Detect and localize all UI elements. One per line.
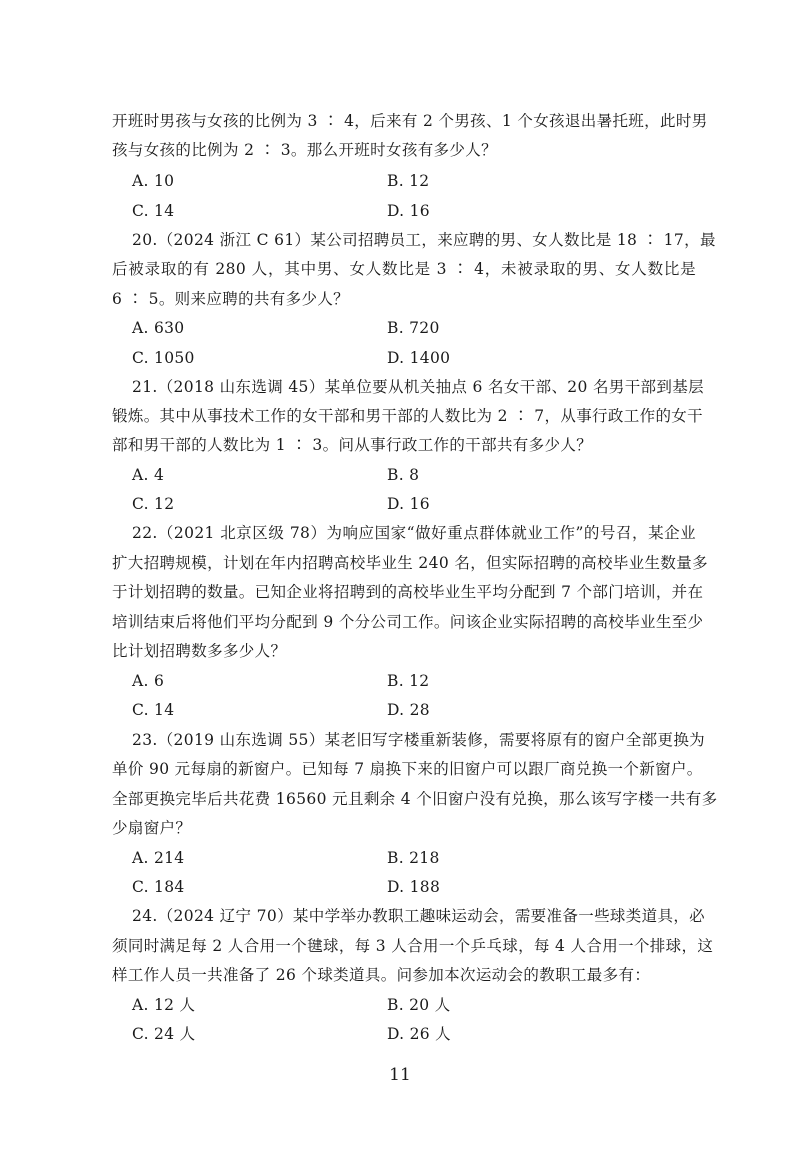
problem-19-line-1: 开班时男孩与女孩的比例为 3 ∶ 4，后来有 2 个男孩、1 个女孩退出暑托班，此时男: [112, 112, 708, 130]
problem-20-line-3: 6 ∶ 5。则来应聘的共有多少人？: [112, 290, 350, 308]
problem-23-line-3: 全部更换完毕后共花费 16560 元且剩余 4 个旧窗户没有兑换，那么该写字楼一共有多: [112, 790, 718, 808]
option-23-c: C. 184: [132, 878, 185, 896]
problem-20-line-2: 后被录取的有 280 人，其中男、女人数比是 3 ∶ 4，未被录取的男、女人数比是: [112, 260, 696, 278]
option-19-a: A. 10: [132, 172, 175, 190]
option-21-c: C. 12: [132, 495, 175, 513]
option-20-d: D. 1400: [387, 349, 451, 367]
option-23-a: A. 214: [132, 849, 185, 867]
option-19-d: D. 16: [387, 202, 430, 220]
problem-20-line-1: 20.（2024 浙江 C 61）某公司招聘员工，来应聘的男、女人数比是 18 ∶ 17，最: [132, 231, 716, 249]
option-24-c: C. 24 人: [132, 1025, 196, 1043]
problem-21-line-2: 锻炼。其中从事技术工作的女干部和男干部的人数比为 2 ∶ 7，从事行政工作的女干: [112, 407, 704, 425]
option-22-d: D. 28: [387, 701, 430, 719]
option-24-a: A. 12 人: [132, 996, 196, 1014]
option-20-b: B. 720: [387, 319, 440, 337]
problem-22-line-4: 培训结束后将他们平均分配到 9 个分公司工作。问该企业实际招聘的高校毕业生至少: [112, 613, 704, 631]
option-24-b: B. 20 人: [387, 996, 451, 1014]
option-22-c: C. 14: [132, 701, 175, 719]
option-20-c: C. 1050: [132, 349, 195, 367]
option-23-d: D. 188: [387, 878, 441, 896]
problem-24-line-2: 须同时满足每 2 人合用一个毽球，每 3 人合用一个乒乓球，每 4 人合用一个排球，这: [112, 937, 714, 955]
problem-22-line-3: 于计划招聘的数量。已知企业将招聘到的高校毕业生平均分配到 7 个部门培训，并在: [112, 583, 704, 601]
option-21-d: D. 16: [387, 495, 430, 513]
page-number: 11: [389, 1065, 411, 1085]
problem-23-line-1: 23.（2019 山东选调 55）某老旧写字楼重新装修，需要将原有的窗户全部更换为: [132, 731, 706, 749]
problem-23-line-2: 单价 90 元每扇的新窗户。已知每 7 扇换下来的旧窗户可以跟厂商兑换一个新窗户。: [112, 760, 703, 778]
option-22-b: B. 12: [387, 672, 430, 690]
problem-22-line-2: 扩大招聘规模，计划在年内招聘高校毕业生 240 名，但实际招聘的高校毕业生数量多: [112, 554, 708, 572]
problem-21-line-1: 21.（2018 山东选调 45）某单位要从机关抽点 6 名女干部、20 名男干部到基层: [132, 378, 704, 396]
option-23-b: B. 218: [387, 849, 440, 867]
problem-19-line-2: 孩与女孩的比例为 2 ∶ 3。那么开班时女孩有多少人？: [112, 141, 497, 159]
option-20-a: A. 630: [132, 319, 185, 337]
problem-24-line-3: 样工作人员一共准备了 26 个球类道具。问参加本次运动会的教职工最多有：: [112, 966, 651, 984]
option-21-a: A. 4: [132, 466, 165, 484]
problem-22-line-5: 比计划招聘数多多少人？: [112, 642, 287, 660]
problem-22-line-1: 22.（2021 北京区级 78）为响应国家“做好重点群体就业工作”的号召，某企业: [132, 524, 696, 542]
problem-21-line-3: 部和男干部的人数比为 1 ∶ 3。问从事行政工作的干部共有多少人？: [112, 436, 593, 454]
option-22-a: A. 6: [132, 672, 165, 690]
option-21-b: B. 8: [387, 466, 420, 484]
problem-23-line-4: 少扇窗户？: [112, 819, 192, 837]
option-19-b: B. 12: [387, 172, 430, 190]
problem-24-line-1: 24.（2024 辽宁 70）某中学举办教职工趣味运动会，需要准备一些球类道具，必: [132, 907, 706, 925]
option-19-c: C. 14: [132, 202, 175, 220]
option-24-d: D. 26 人: [387, 1025, 451, 1043]
